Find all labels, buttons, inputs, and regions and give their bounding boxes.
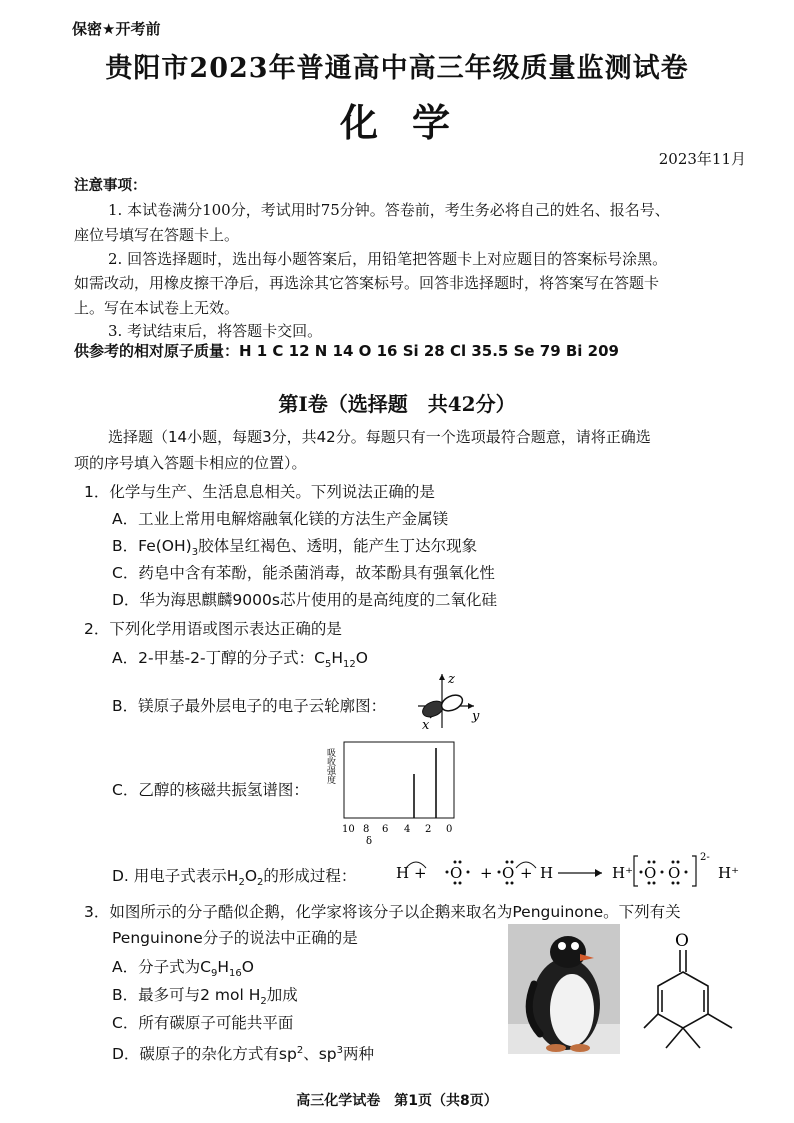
y-label: y <box>472 709 480 724</box>
notice-item-1b: 座位号填写在答题卡上。 <box>74 226 240 244</box>
section-intro-1: 选择题（14小题，每题3分，共42分。每题只有一个选项最符合题意，请将正确选 <box>108 428 651 446</box>
question-2-stem: 2．下列化学用语或图示表达正确的是 <box>84 620 342 638</box>
ring <box>658 972 708 1028</box>
q2-d-sub1: 2 <box>238 877 245 889</box>
q2-a-post: O <box>355 649 368 667</box>
q3-a-sub2: 16 <box>228 968 242 980</box>
nmr-tick-2: 2 <box>425 824 432 835</box>
ef-o3: O <box>644 864 657 882</box>
nmr-tick-4: 4 <box>404 824 411 835</box>
nmr-tick-0: 0 <box>446 824 453 835</box>
question-3-stem-1: 3．如图所示的分子酷似企鹅，化学家将该分子以企鹅来取名为Penguinone。下列有关 <box>84 903 681 921</box>
q3-b-pre: B．最多可与2 mol H <box>112 986 261 1004</box>
q3-b-sub: 2 <box>260 996 267 1008</box>
q3-a-post: O <box>241 958 254 976</box>
gem-methyl-1 <box>666 1028 683 1048</box>
q2-d-post: 的形成过程： <box>263 867 357 885</box>
confidential-mark: 保密★开考前 <box>72 20 161 38</box>
gem-methyl-2 <box>683 1028 700 1048</box>
z-arrow <box>439 674 445 680</box>
ef-hplus-1: H⁺ <box>612 864 633 882</box>
section-intro-2: 项的序号填入答题卡相应的位置）。 <box>74 454 307 472</box>
ef-plus-dot-2: + <box>520 864 533 882</box>
nmr-tick-6: 6 <box>382 824 389 835</box>
nmr-ylabel: 吸收强度 <box>325 748 335 784</box>
nmr-tick-8: 8 <box>363 824 370 835</box>
nmr-spectrum <box>325 738 460 847</box>
question-3-option-c: C．所有碳原子可能共平面 <box>112 1014 294 1032</box>
penguin-photo <box>508 924 620 1054</box>
exam-date: 2023年11月 <box>658 150 746 168</box>
ef-bracket-left <box>634 856 638 886</box>
x-label: x <box>422 718 430 733</box>
ef-plus-1: + <box>480 864 493 882</box>
q2-a-pre: A．2-甲基-2-丁醇的分子式：C <box>112 649 325 667</box>
question-2-option-b: B．镁原子最外层电子的电子云轮廓图： <box>112 697 387 715</box>
ef-charge: 2- <box>700 852 710 863</box>
question-2-option-d <box>112 864 356 895</box>
ef-o4: O <box>668 864 681 882</box>
notice-item-2c: 上。写在本试卷上无效。 <box>74 299 240 317</box>
question-3-option-a <box>112 955 254 986</box>
question-1-option-a: A．工业上常用电解熔融氧化镁的方法生产金属镁 <box>112 510 449 528</box>
q3-d-mid: 、sp <box>303 1045 337 1064</box>
q3-a-sub1: 9 <box>210 968 218 980</box>
q1-b-post: 胶体呈红褐色、透明，能产生丁达尔现象 <box>198 537 478 555</box>
ef-h2: H <box>540 864 554 882</box>
notice-item-2a: 2. 回答选择题时，选出每小题答案后，用铅笔把答题卡上对应题目的答案标号涂黑。 <box>108 250 668 268</box>
question-1-option-d: D．华为海思麒麟9000s芯片使用的是高纯度的二氧化硅 <box>112 591 497 609</box>
ef-hplus-2: H⁺ <box>718 864 739 882</box>
nmr-tick-10: 10 <box>342 824 355 835</box>
q2-d-pre: D. 用电子式表示H <box>112 867 239 885</box>
q3-d-sup2: 3 <box>336 1045 344 1056</box>
penguinone-structure <box>642 926 742 1056</box>
penguin-belly <box>550 974 594 1046</box>
q2-a-sub1: 5 <box>324 659 332 671</box>
question-3-option-b <box>112 983 298 1014</box>
ef-plus-dot-1: + <box>414 864 427 882</box>
q1-b-sub: 3 <box>191 547 199 559</box>
p-orbital-diagram <box>412 670 492 732</box>
question-3-option-d <box>112 1039 374 1066</box>
notice-item-2b: 如需改动，用橡皮擦干净后，再选涂其它答案标号。回答非选择题时，将答案写在答题卡 <box>74 274 660 292</box>
q2-a-sub2: 12 <box>342 659 356 671</box>
q2-a-mid: H <box>331 649 343 667</box>
atomic-masses: 供参考的相对原子质量：H 1 C 12 N 14 O 16 Si 28 Cl 35.5 Se 79 Bi 209 <box>74 342 619 360</box>
ef-o2: O <box>502 864 515 882</box>
q3-d-sup1: 2 <box>296 1045 304 1056</box>
q2-d-sub2: 2 <box>257 877 264 889</box>
q3-d-pre: D．碳原子的杂化方式有sp <box>112 1045 297 1064</box>
z-label: z <box>448 672 455 687</box>
subject-title: 化学 <box>339 100 484 145</box>
carbonyl-oxygen: O <box>675 931 689 951</box>
notice-item-1a: 1. 本试卷满分100分，考试用时75分钟。答卷前，考生务必将自己的姓名、报名号、 <box>108 201 670 219</box>
orbital-lobe-right <box>439 692 465 714</box>
q3-a-mid: H <box>217 958 229 976</box>
nmr-frame <box>344 742 454 818</box>
exam-title: 贵阳市2023年普通高中高三年级质量监测试卷 <box>105 53 689 84</box>
electron-formula <box>392 846 754 892</box>
question-2-option-c: C．乙醇的核磁共振氢谱图： <box>112 781 309 799</box>
question-1-stem: 1．化学与生产、生活息息相关。下列说法正确的是 <box>84 483 435 501</box>
notice-heading: 注意事项： <box>74 178 147 194</box>
q3-a-pre: A．分子式为C <box>112 958 211 976</box>
ef-bracket-right <box>692 856 696 886</box>
ef-o1: O <box>450 864 463 882</box>
ef-h1: H <box>396 864 410 882</box>
question-1-option-c: C．药皂中含有苯酚，能杀菌消毒，故苯酚具有强氧化性 <box>112 564 495 582</box>
q3-d-post: 两种 <box>343 1045 375 1064</box>
q3-b-post: 加成 <box>266 986 298 1004</box>
methyl-left <box>644 1014 658 1028</box>
q1-b-pre: B．Fe(OH) <box>112 537 192 555</box>
notice-item-3: 3. 考试结束后，将答题卡交回。 <box>108 322 323 340</box>
section-title: 第Ⅰ卷（选择题 共42分） <box>278 392 516 416</box>
question-3-stem-2: Penguinone分子的说法中正确的是 <box>112 929 358 947</box>
q2-d-mid: O <box>244 867 258 885</box>
question-2-option-a <box>112 646 368 677</box>
page-footer: 高三化学试卷 第1页（共8页） <box>296 1093 498 1109</box>
nmr-xlabel: δ <box>366 836 373 847</box>
penguin-head <box>550 936 586 968</box>
methyl-right <box>708 1014 732 1028</box>
